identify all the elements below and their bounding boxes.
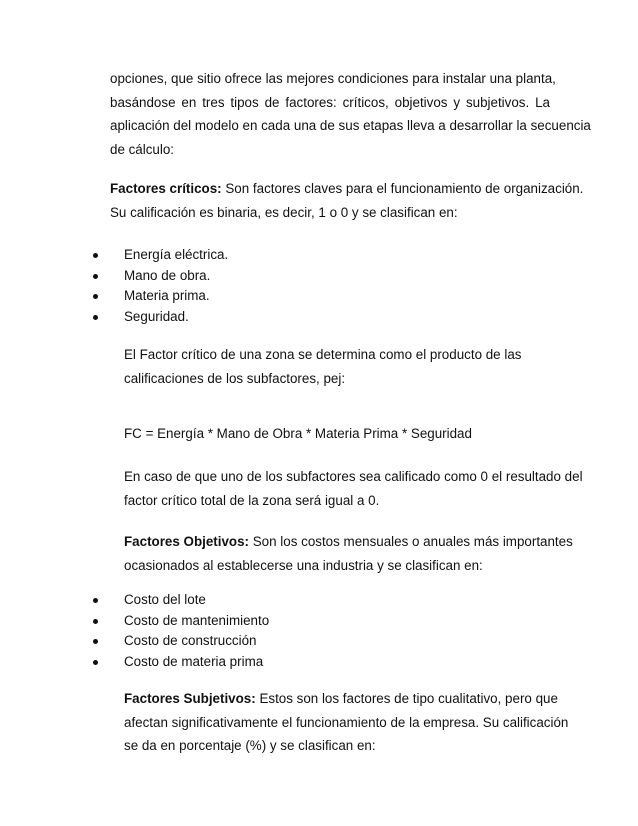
objetivos-line-2: ocasionados al establecerse una industria y se clasifican en: [124, 557, 483, 573]
zero-rule-line: En caso de que uno de los subfactores sea calificado como 0 el resultado del [124, 469, 583, 484]
bullet-icon [93, 598, 98, 603]
criticos-line1-text: Son factores claves para el funcionamiento de organización. [221, 181, 584, 196]
objetivos-paragraph [124, 530, 573, 577]
list-item: Materia prima. [93, 286, 553, 307]
criticos-formula [124, 422, 550, 446]
zero-rule-line: factor crítico total de la zona será igual a 0. [124, 492, 380, 508]
list-item: Costo de materia prima [93, 652, 553, 673]
formula-line: FC = Energía * Mano de Obra * Materia Prima * Seguridad [124, 426, 472, 441]
intro-line: de cálculo: [110, 141, 175, 157]
objetivos-line-1 [124, 530, 573, 554]
objetivos-line1-text: Son los costos mensuales o anuales más importantes [249, 534, 573, 549]
criticos-heading: Factores críticos: [110, 181, 222, 196]
list-item: Costo de mantenimiento [93, 611, 553, 632]
bullet-icon [93, 294, 98, 299]
bullet-icon [93, 274, 98, 279]
subjetivos-line-2: afectan significativamente el funcionamiento de la empresa. Su calificación [124, 714, 569, 730]
list-item: Costo de construcción [93, 631, 553, 652]
bullet-icon [93, 619, 98, 624]
subjetivos-line1-text: Estos son los factores de tipo cualitativo, pero que [255, 691, 558, 706]
criticos-zero-rule [124, 465, 583, 512]
explanation-line: El Factor crítico de una zona se determina como el producto de las [124, 347, 522, 362]
intro-line: opciones, que sitio ofrece las mejores condiciones para instalar una planta, [110, 71, 556, 86]
criticos-line-2: Su calificación es binaria, es decir, 1 o 0 y se clasifican en: [110, 204, 458, 220]
list-item: Mano de obra. [93, 266, 553, 287]
criticos-list [93, 245, 553, 327]
objetivos-heading: Factores Objetivos: [124, 534, 250, 549]
criticos-line-1 [110, 177, 584, 201]
subjetivos-paragraph [124, 687, 569, 758]
subjetivos-line-3: se da en porcentaje (%) y se clasifican en: [124, 738, 376, 753]
explanation-line: calificaciones de los subfactores, pej: [124, 370, 346, 386]
list-item: Energía eléctrica. [93, 245, 553, 266]
criticos-explanation [124, 343, 550, 390]
bullet-icon [93, 253, 98, 258]
list-item: Seguridad. [93, 307, 553, 328]
objetivos-list [93, 590, 553, 672]
bullet-icon [93, 315, 98, 320]
subjetivos-heading: Factores Subjetivos: [124, 691, 256, 706]
list-item: Costo del lote [93, 590, 553, 611]
subjetivos-line-1 [124, 687, 558, 711]
intro-line: aplicación del modelo en cada una de sus etapas lleva a desarrollar la secuencia [110, 118, 591, 133]
criticos-paragraph [110, 177, 584, 224]
intro-paragraph [110, 67, 591, 161]
bullet-icon [93, 660, 98, 665]
intro-line: basándose en tres tipos de factores: críticos, objetivos y subjetivos. La [110, 94, 550, 110]
bullet-icon [93, 639, 98, 644]
